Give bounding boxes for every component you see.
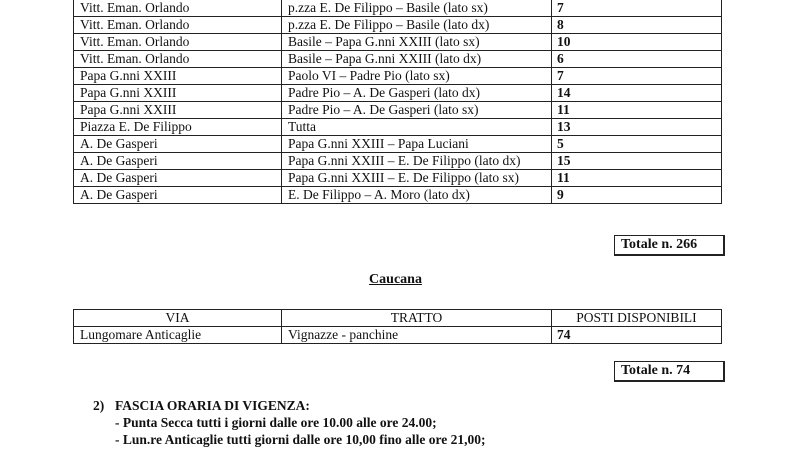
- total-box-caucana: Totale n. 74: [614, 361, 725, 382]
- cell-via: Vitt. Eman. Orlando: [74, 17, 282, 34]
- cell-posti: 5: [552, 136, 722, 153]
- table-row: [74, 153, 722, 170]
- cell-via: A. De Gasperi: [74, 136, 282, 153]
- cell-via: Papa G.nni XXIII: [74, 102, 282, 119]
- table-row: [74, 327, 722, 344]
- table-header-row: [74, 310, 722, 327]
- parking-table-body: [74, 0, 722, 204]
- table-row: [74, 119, 722, 136]
- cell-tratto: Papa G.nni XXIII – E. De Filippo (lato sx): [282, 170, 552, 187]
- cell-via: Vitt. Eman. Orlando: [74, 51, 282, 68]
- table-row: [74, 17, 722, 34]
- cell-tratto: Basile – Papa G.nni XXIII (lato dx): [282, 51, 552, 68]
- parking-table-punta-secca: [73, 0, 722, 204]
- table-row: [74, 0, 722, 17]
- header-via: VIA: [74, 310, 282, 327]
- table-row: [74, 85, 722, 102]
- cell-via: A. De Gasperi: [74, 153, 282, 170]
- table-row: [74, 136, 722, 153]
- table-row: [74, 34, 722, 51]
- cell-via: Vitt. Eman. Orlando: [74, 0, 282, 17]
- cell-tratto: Vignazze - panchine: [282, 327, 552, 344]
- cell-posti: 11: [552, 170, 722, 187]
- header-posti: POSTI DISPONIBILI: [552, 310, 722, 327]
- header-tratto: TRATTO: [282, 310, 552, 327]
- cell-via: Vitt. Eman. Orlando: [74, 34, 282, 51]
- cell-tratto: p.zza E. De Filippo – Basile (lato dx): [282, 17, 552, 34]
- table-row: [74, 51, 722, 68]
- section-number: 2): [93, 398, 105, 413]
- table-row: [74, 102, 722, 119]
- fascia-heading-line: [93, 397, 485, 414]
- cell-via: Piazza E. De Filippo: [74, 119, 282, 136]
- cell-posti: 9: [552, 187, 722, 204]
- fascia-line-anticaglie: - Lun.re Anticaglie tutti giorni dalle ore 10,00 fino alle ore 21,00;: [115, 432, 486, 447]
- cell-via: Papa G.nni XXIII: [74, 85, 282, 102]
- cell-posti: 8: [552, 17, 722, 34]
- cell-tratto: Basile – Papa G.nni XXIII (lato sx): [282, 34, 552, 51]
- cell-via: A. De Gasperi: [74, 170, 282, 187]
- table-row: [74, 187, 722, 204]
- cell-tratto: Papa G.nni XXIII – E. De Filippo (lato dx): [282, 153, 552, 170]
- fascia-heading: FASCIA ORARIA DI VIGENZA:: [115, 398, 310, 413]
- total-box-punta-secca: Totale n. 266: [614, 235, 725, 256]
- cell-posti: 13: [552, 119, 722, 136]
- caucana-title: Caucana: [369, 272, 422, 287]
- cell-tratto: Padre Pio – A. De Gasperi (lato sx): [282, 102, 552, 119]
- parking-table-caucana: [73, 309, 722, 344]
- cell-posti: 6: [552, 51, 722, 68]
- cell-tratto: Papa G.nni XXIII – Papa Luciani: [282, 136, 552, 153]
- cell-posti: 11: [552, 102, 722, 119]
- table-row: [74, 68, 722, 85]
- cell-tratto: E. De Filippo – A. Moro (lato dx): [282, 187, 552, 204]
- cell-tratto: p.zza E. De Filippo – Basile (lato sx): [282, 0, 552, 17]
- cell-tratto: Paolo VI – Padre Pio (lato sx): [282, 68, 552, 85]
- fascia-line-punta-secca: - Punta Secca tutti i giorni dalle ore 10.00 alle ore 24.00;: [115, 415, 437, 430]
- cell-tratto: Padre Pio – A. De Gasperi (lato dx): [282, 85, 552, 102]
- cell-posti: 7: [552, 0, 722, 17]
- cell-posti: 10: [552, 34, 722, 51]
- fascia-oraria-section: [93, 397, 485, 448]
- cell-posti: 15: [552, 153, 722, 170]
- cell-tratto: Tutta: [282, 119, 552, 136]
- cell-via: Lungomare Anticaglie: [74, 327, 282, 344]
- table-row: [74, 170, 722, 187]
- cell-via: A. De Gasperi: [74, 187, 282, 204]
- cell-via: Papa G.nni XXIII: [74, 68, 282, 85]
- section-title-caucana: [0, 272, 791, 288]
- cell-posti: 14: [552, 85, 722, 102]
- cell-posti: 74: [552, 327, 722, 344]
- cell-posti: 7: [552, 68, 722, 85]
